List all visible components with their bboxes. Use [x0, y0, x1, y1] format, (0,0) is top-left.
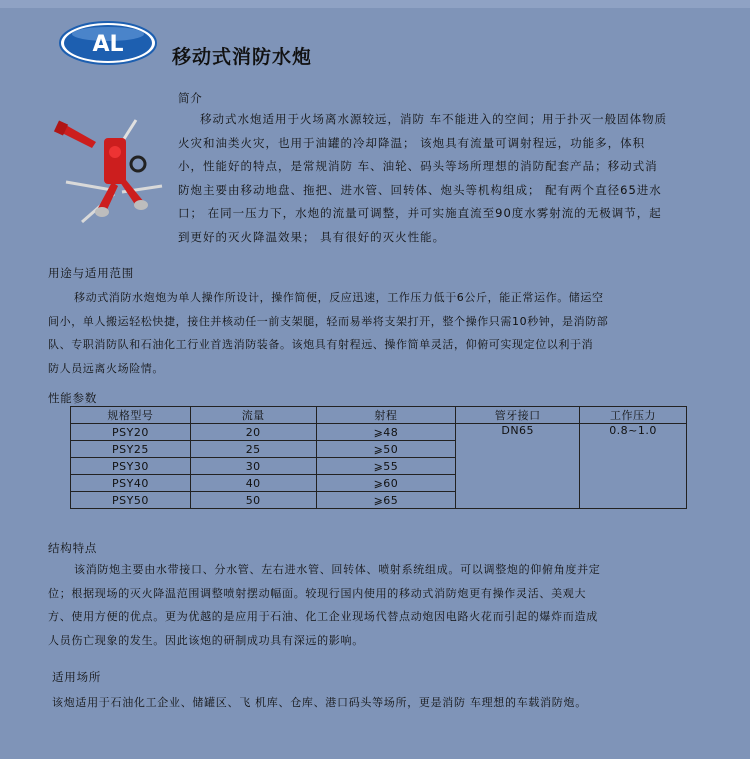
cell-flow: 50	[190, 492, 316, 509]
intro-line: 防炮主要由移动地盘、拖把、进水管、回转体、炮头等机构组成； 配有两个直径65进水	[178, 182, 662, 197]
structure-line: 方、使用方便的优点。更为优越的是应用于石油、化工企业现场代替点动炮因电路火花而引起的爆炸而造成	[48, 610, 598, 623]
page-title: 移动式消防水炮	[172, 46, 313, 68]
col-header-pressure: 工作压力	[580, 407, 687, 424]
cell-pressure: 0.8~1.0	[580, 424, 687, 509]
cell-interface: DN65	[456, 424, 580, 509]
spec-table	[70, 406, 687, 509]
company-logo	[58, 20, 158, 66]
structure-heading: 结构特点	[48, 541, 98, 555]
usage-line: 移动式消防水炮炮为单人操作所设计，操作简便，反应迅速，工作压力低于6公斤，能正常运作。储运空	[74, 291, 604, 304]
cell-model: PSY20	[71, 424, 191, 441]
intro-text	[178, 108, 667, 249]
col-header-model: 规格型号	[71, 407, 191, 424]
cell-model: PSY50	[71, 492, 191, 509]
intro-line: 小，性能好的特点，是常规消防 车、油轮、码头等场所理想的消防配套产品；移动式消	[178, 159, 658, 173]
structure-line: 该消防炮主要由水带接口、分水管、左右进水管、回转体、喷射系统组成。可以调整炮的仰俯角度并定	[74, 563, 601, 576]
fire-monitor-image	[52, 112, 180, 240]
cell-flow: 30	[190, 458, 316, 475]
usage-heading: 用途与适用范围	[48, 266, 135, 280]
cell-range: ⩾60	[316, 475, 456, 492]
intro-heading: 简介	[178, 91, 203, 105]
usage-line: 队、专职消防队和石油化工行业首选消防装备。该炮具有射程远、操作简单灵活，仰俯可实现定位以利于消	[48, 338, 594, 351]
cell-flow: 20	[190, 424, 316, 441]
cell-flow: 25	[190, 441, 316, 458]
intro-line: 火灾和油类火灾，也用于油罐的冷却降温； 该炮具有流量可调射程远，功能多，体积	[178, 135, 646, 150]
usage-line: 间小，单人搬运轻松快捷，接住并核动任一前支架腿，轻而易举将支架打开，整个操作只需10秒钟，是消防部	[48, 314, 609, 328]
cell-range: ⩾48	[316, 424, 456, 441]
table-header-row	[71, 407, 687, 424]
table-row	[71, 424, 687, 441]
places-heading: 适用场所	[52, 670, 102, 684]
usage-line: 防人员远离火场险情。	[48, 361, 164, 375]
intro-line: 移动式水炮适用于火场离水源较远，消防 车不能进入的空间；用于扑灭一般固体物质	[200, 112, 668, 126]
cell-model: PSY30	[71, 458, 191, 475]
cell-range: ⩾65	[316, 492, 456, 509]
cell-flow: 40	[190, 475, 316, 492]
cell-model: PSY25	[71, 441, 191, 458]
col-header-interface: 管牙接口	[456, 407, 580, 424]
performance-heading: 性能参数	[48, 391, 98, 405]
cell-range: ⩾55	[316, 458, 456, 475]
intro-line: 口； 在同一压力下，水炮的流量可调整，并可实施直流至90度水雾射流的无极调节，起	[178, 206, 662, 220]
structure-text	[48, 558, 601, 652]
cell-model: PSY40	[71, 475, 191, 492]
logo-text: AL	[92, 32, 124, 57]
structure-line: 人员伤亡现象的发生。因此该炮的研制成功具有深远的影响。	[48, 633, 364, 647]
cell-range: ⩾50	[316, 441, 456, 458]
usage-text	[48, 286, 608, 380]
places-text: 该炮适用于石油化工企业、储罐区、飞 机库、仓库、港口码头等场所，更是消防 车理想的车载消防炮。	[52, 696, 587, 709]
col-header-range: 射程	[316, 407, 456, 424]
top-strip	[0, 0, 750, 8]
intro-line: 到更好的灭火降温效果； 具有很好的灭火性能。	[178, 229, 446, 244]
col-header-flow: 流量	[190, 407, 316, 424]
structure-line: 位；根据现场的灭火降温范围调整喷射摆动幅面。较现行国内使用的移动式消防炮更有操作灵活、美观大	[48, 586, 587, 600]
